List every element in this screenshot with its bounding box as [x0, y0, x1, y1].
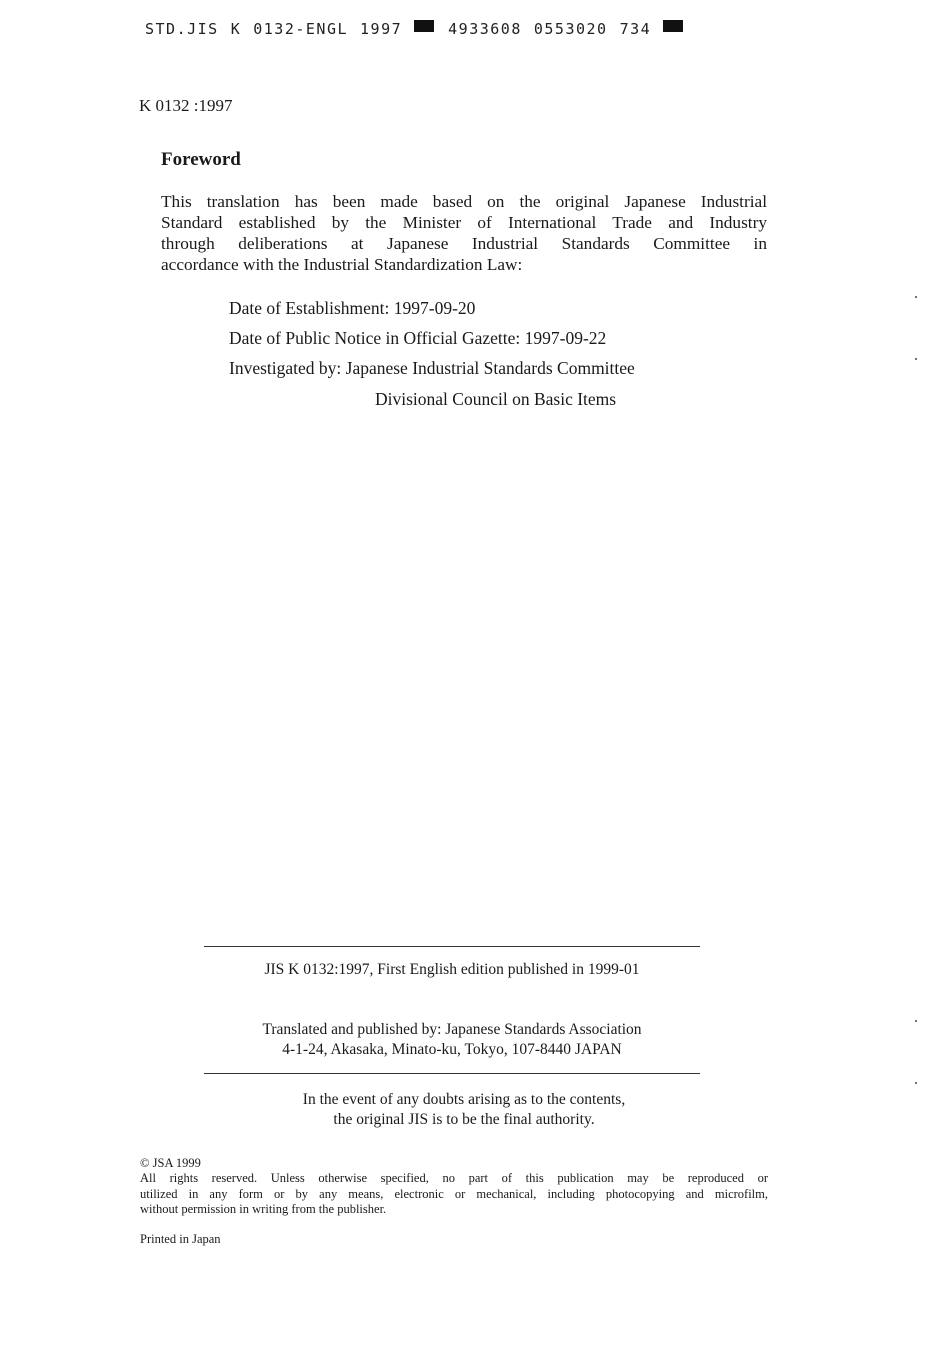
- foreword-line: through deliberations at Japanese Industrial Standards Committee in: [161, 234, 767, 253]
- rights-line: utilized in any form or by any means, electronic or mechanical, including photocopying and microfilm,: [140, 1186, 768, 1201]
- scan-speck: [915, 1082, 917, 1084]
- scan-code-number: 0132-ENGL: [253, 20, 349, 38]
- scan-mark-block: [414, 20, 434, 32]
- investigated-by: Investigated by: Japanese Industrial Standards Committee: [229, 358, 635, 378]
- translated-by-line: Translated and published by: Japanese Standards Association: [262, 1021, 642, 1038]
- scan-code-header: [145, 20, 697, 38]
- publisher-address: 4-1-24, Akasaka, Minato-ku, Tokyo, 107-8440 JAPAN: [282, 1041, 622, 1058]
- standard-number: K 0132 :1997: [139, 96, 233, 115]
- scan-code-std: STD.JIS: [145, 20, 219, 38]
- foreword-body: [161, 191, 767, 275]
- copyright-notice: © JSA 1999: [140, 1156, 201, 1170]
- authority-note-line2: the original JIS is to be the final authority.: [333, 1111, 595, 1128]
- scan-mark-block: [663, 20, 683, 32]
- scan-speck: [915, 1020, 917, 1022]
- scan-code-id1: 4933608: [448, 20, 522, 38]
- divider-top: [204, 946, 700, 947]
- scan-code-id3: 734: [619, 20, 652, 38]
- divider-bottom: [204, 1073, 700, 1074]
- rights-line: All rights reserved. Unless otherwise specified, no part of this publication may be reproduced or: [140, 1171, 768, 1185]
- rights-line: without permission in writing from the publisher.: [140, 1202, 387, 1216]
- scan-speck: [915, 358, 917, 360]
- date-of-public-notice: Date of Public Notice in Official Gazette: 1997-09-22: [229, 328, 607, 348]
- scan-code-id2: 0553020: [533, 20, 608, 38]
- scan-code-k: K: [230, 20, 242, 38]
- authority-note-line1: In the event of any doubts arising as to the contents,: [302, 1091, 626, 1108]
- date-of-establishment: Date of Establishment: 1997-09-20: [229, 298, 476, 318]
- foreword-title: Foreword: [161, 149, 241, 170]
- edition-line: JIS K 0132:1997, First English edition published in 1999-01: [264, 961, 640, 978]
- rights-reserved-text: [140, 1171, 768, 1218]
- foreword-line: accordance with the Industrial Standardization Law:: [161, 255, 523, 274]
- investigated-by-council: Divisional Council on Basic Items: [375, 389, 617, 409]
- printed-in: Printed in Japan: [140, 1232, 221, 1246]
- scan-speck: [915, 296, 917, 298]
- foreword-line: Standard established by the Minister of International Trade and Industry: [161, 213, 767, 232]
- scan-code-year: 1997: [360, 20, 403, 38]
- foreword-line: This translation has been made based on the original Japanese Industrial: [161, 192, 767, 211]
